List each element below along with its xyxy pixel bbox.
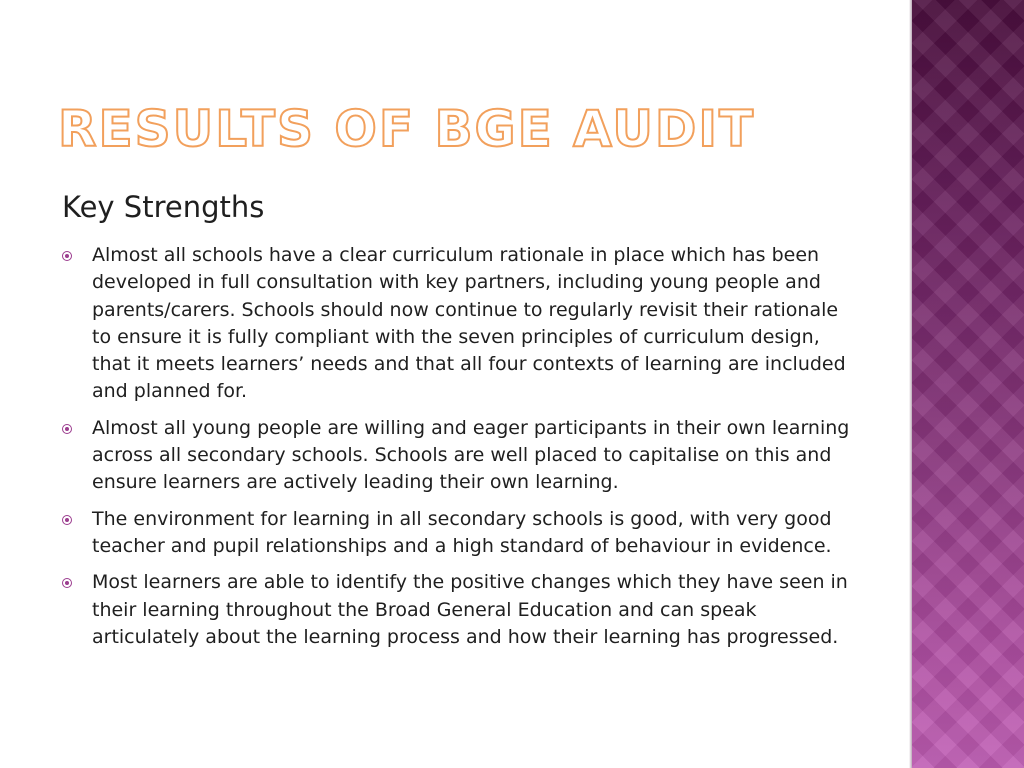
circle-dot-bullet-icon (62, 251, 72, 261)
circle-dot-bullet-icon (62, 424, 72, 434)
slide-title: RESULTS OF BGE AUDIT (58, 100, 756, 158)
bullet-text: Most learners are able to identify the positive changes which they have seen in their learning throughout the Broad General Education and can speak articulately about the learning process and how their learning has progressed. (92, 571, 848, 648)
bullet-item (62, 415, 852, 497)
bullet-item (62, 569, 852, 651)
circle-dot-bullet-icon (62, 515, 72, 525)
slide-subtitle: Key Strengths (62, 190, 265, 224)
bullet-item (62, 506, 852, 561)
bullet-item (62, 242, 852, 406)
decorative-side-band (912, 0, 1024, 768)
circle-dot-bullet-icon (62, 578, 72, 588)
bullet-text: Almost all schools have a clear curriculum rationale in place which has been developed in full consultation with key partners, including young people and parents/carers. Schools should now continue to regularly revisit their rationale to ensure it is fully compliant with the seven principles of curriculum design, that it meets learners’ needs and that all four contexts of learning are included and planned for. (92, 244, 846, 403)
bullet-list (62, 242, 852, 660)
bullet-text: Almost all young people are willing and eager participants in their own learning across all secondary schools. Schools are well placed to capitalise on this and ensure learners are actively leading their own learning. (92, 416, 850, 494)
bullet-text: The environment for learning in all secondary schools is good, with very good teacher and pupil relationships and a high standard of behaviour in evidence. (92, 507, 832, 557)
